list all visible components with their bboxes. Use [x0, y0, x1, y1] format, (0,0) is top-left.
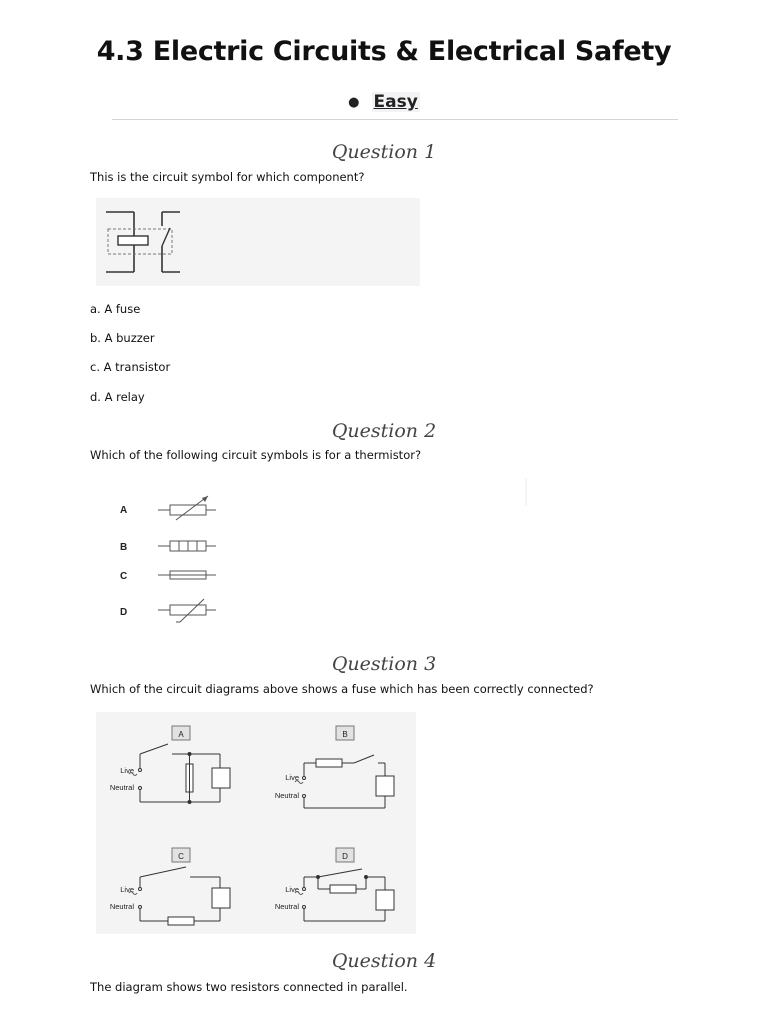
svg-text:Live: Live	[285, 773, 299, 782]
fuse-circuits-figure	[96, 712, 416, 934]
circuit-b-fuse	[316, 759, 342, 767]
relay-symbol-figure	[96, 198, 420, 286]
page-title: 4.3 Electric Circuits & Electrical Safety	[96, 36, 672, 67]
symbol-a-body	[170, 505, 206, 515]
question-2-text: Which of the following circuit symbols is for a thermistor?	[90, 448, 422, 462]
question-1-option-c[interactable]: c. A transistor	[90, 360, 171, 374]
symbol-label-d: D	[120, 607, 128, 618]
question-4-heading: Question 4	[331, 950, 437, 972]
symbol-label-b: B	[120, 542, 128, 553]
circuit-d-appliance	[376, 890, 394, 910]
symbol-label-c: C	[120, 571, 128, 582]
svg-text:Live: Live	[120, 885, 134, 894]
relay-coil	[118, 236, 148, 245]
difficulty-list	[0, 92, 768, 112]
bullet-icon: ●	[348, 94, 360, 110]
svg-text:C: C	[178, 852, 184, 861]
circuit-b-appliance	[376, 776, 394, 796]
circuit-a-appliance	[212, 768, 230, 788]
svg-text:Neutral: Neutral	[274, 902, 299, 911]
question-1-option-d[interactable]: d. A relay	[90, 390, 145, 404]
circuit-d-fuse	[330, 885, 356, 893]
divider	[112, 119, 678, 120]
svg-text:Neutral: Neutral	[109, 902, 134, 911]
symbol-d-body	[170, 605, 206, 615]
question-3-text: Which of the circuit diagrams above shows a fuse which has been correctly connected?	[90, 682, 594, 696]
circuit-c-fuse	[168, 917, 194, 925]
svg-text:A: A	[178, 730, 184, 739]
question-1-option-b[interactable]: b. A buzzer	[90, 331, 155, 345]
thermistor-options-figure	[96, 478, 536, 638]
svg-text:Live: Live	[120, 766, 134, 775]
svg-text:Live: Live	[285, 885, 299, 894]
svg-text:Neutral: Neutral	[109, 783, 134, 792]
svg-text:B: B	[342, 730, 348, 739]
circuit-c-appliance	[212, 888, 230, 908]
question-4-text: The diagram shows two resistors connected in parallel.	[90, 980, 408, 994]
question-2-heading: Question 2	[331, 420, 437, 442]
easy-link[interactable]: Easy	[373, 92, 418, 112]
svg-text:D: D	[342, 852, 348, 861]
question-1-text: This is the circuit symbol for which component?	[90, 170, 365, 184]
question-1-heading: Question 1	[331, 141, 437, 163]
symbol-label-a: A	[120, 505, 128, 516]
question-3-heading: Question 3	[331, 653, 437, 675]
question-1-option-a[interactable]: a. A fuse	[90, 302, 141, 316]
svg-text:Neutral: Neutral	[274, 791, 299, 800]
